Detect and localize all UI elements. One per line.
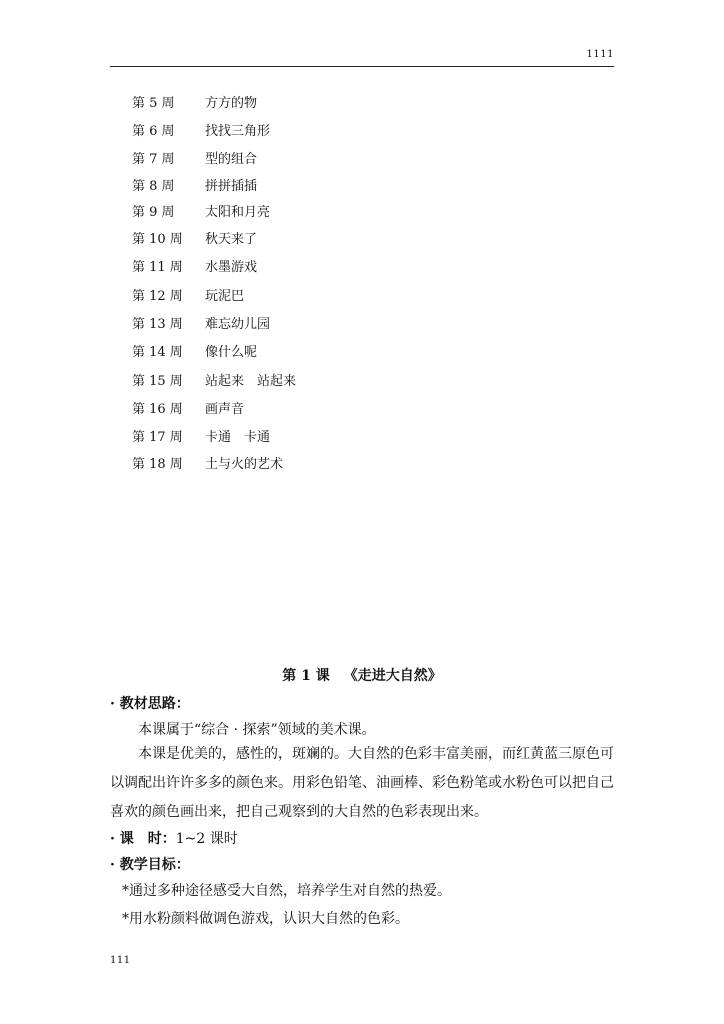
page-number-bottom: 111 bbox=[110, 955, 131, 966]
week-label: 第 17 周 bbox=[132, 430, 183, 445]
topic-label: 玩泥巴 bbox=[205, 289, 245, 304]
week-label: 第 8 周 bbox=[132, 179, 175, 194]
lesson-number: 第 1 课 bbox=[282, 668, 330, 684]
schedule-row bbox=[132, 374, 296, 390]
goals-heading: · 教学目标： bbox=[110, 857, 190, 873]
week-label: 第 11 周 bbox=[132, 260, 183, 275]
materials-paragraph-2 bbox=[110, 740, 618, 827]
topic-label: 拼拼插插 bbox=[205, 179, 258, 194]
topic-label: 型的组合 bbox=[205, 152, 258, 167]
week-label: 第 16 周 bbox=[132, 402, 183, 417]
topic-label: 画声音 bbox=[205, 402, 245, 417]
lesson-name: 《走进大自然》 bbox=[343, 668, 442, 684]
class-hours-value: 1~2 课时 bbox=[175, 831, 238, 847]
topic-label: 找找三角形 bbox=[205, 124, 271, 139]
schedule-row bbox=[132, 124, 270, 140]
topic-label: 水墨游戏 bbox=[205, 260, 258, 275]
week-label: 第 13 周 bbox=[132, 317, 183, 332]
week-label: 第 14 周 bbox=[132, 345, 183, 360]
schedule-row bbox=[132, 232, 257, 248]
topic-label: 难忘幼儿园 bbox=[205, 317, 271, 332]
week-label: 第 9 周 bbox=[132, 205, 175, 220]
topic-label: 方方的物 bbox=[205, 96, 258, 111]
topic-label: 秋天来了 bbox=[205, 232, 258, 247]
schedule-row bbox=[132, 260, 257, 276]
goal-item: *通过多种途径感受大自然，培养学生对自然的热爱。 bbox=[122, 883, 451, 899]
class-hours-label: · 课 时： bbox=[110, 831, 176, 847]
schedule-row bbox=[132, 430, 270, 446]
topic-label: 站起来 站起来 bbox=[205, 374, 297, 389]
topic-label: 土与火的艺术 bbox=[205, 457, 284, 472]
week-label: 第 6 周 bbox=[132, 124, 175, 139]
schedule-row bbox=[132, 402, 244, 418]
schedule-row bbox=[132, 96, 257, 112]
topic-label: 卡通 卡通 bbox=[205, 430, 271, 445]
topic-label: 像什么呢 bbox=[205, 345, 258, 360]
schedule-row bbox=[132, 317, 270, 333]
class-hours-line bbox=[110, 830, 238, 848]
week-label: 第 10 周 bbox=[132, 232, 183, 247]
week-label: 第 5 周 bbox=[132, 96, 175, 111]
lesson-title bbox=[0, 667, 724, 685]
schedule-row bbox=[132, 205, 270, 221]
week-label: 第 18 周 bbox=[132, 457, 183, 472]
week-label: 第 12 周 bbox=[132, 289, 183, 304]
week-label: 第 7 周 bbox=[132, 152, 175, 167]
schedule-row bbox=[132, 179, 257, 195]
schedule-row bbox=[132, 152, 257, 168]
week-label: 第 15 周 bbox=[132, 374, 183, 389]
schedule-row bbox=[132, 457, 283, 473]
topic-label: 太阳和月亮 bbox=[205, 205, 271, 220]
schedule-row bbox=[132, 289, 244, 305]
goal-item: *用水粉颜料做调色游戏，认识大自然的色彩。 bbox=[122, 911, 409, 927]
materials-paragraph-1: 本课属于“综合 · 探索”领域的美术课。 bbox=[138, 722, 376, 738]
header-rule bbox=[110, 66, 614, 67]
schedule-row bbox=[132, 345, 257, 361]
materials-paragraph-2-text: 本课是优美的，感性的，斑斓的。大自然的色彩丰富美丽，而红黄蓝三原色可以调配出许许多多的颜色来。用彩色铅笔、油画棒、彩色粉笔或水粉色可以把自己喜欢的颜色画出来，把自己观察到的大自然的色彩表现出来。 bbox=[110, 746, 614, 820]
materials-heading: · 教材思路： bbox=[110, 696, 190, 712]
page-number-top: 1111 bbox=[586, 49, 614, 60]
